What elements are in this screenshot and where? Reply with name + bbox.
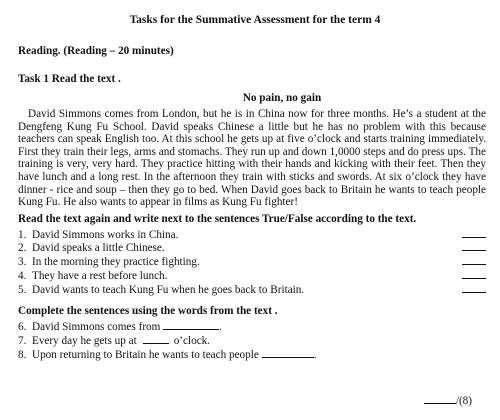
list-item bbox=[18, 241, 486, 255]
task1-heading: Task 1 Read the text . bbox=[18, 73, 121, 85]
statement-text: David Simmons works in China. bbox=[32, 228, 179, 241]
sentence-start: Upon returning to Britain he wants to teach people bbox=[32, 348, 259, 361]
list-item bbox=[18, 269, 486, 283]
statement-text: David wants to teach Kung Fu when he goes back to Britain. bbox=[32, 283, 305, 296]
list-item bbox=[18, 228, 486, 242]
item-number: 8. bbox=[18, 348, 27, 361]
item-number: 2. bbox=[18, 242, 27, 255]
answer-blank[interactable] bbox=[462, 241, 486, 251]
list-item bbox=[18, 283, 486, 297]
answer-blank[interactable] bbox=[462, 283, 486, 293]
reading-passage: David Simmons comes from London, but he is in China now for three months. He’s a student at the Dengfeng Kung Fu School. David speaks Chinese a little but he has no problem with this because teachers can speak English too. At this school he gets up at five o’clock and starts training immediately. First they train their legs, arms and stomachs. They run up and down 1,0000 steps and do press ups. The training is very, very hard. They practice hitting with their hands and kicking with their feet. Then they have lunch and a long rest. In the afternoon they train with sticks and swords. At six o’clock they have dinner - rice and soup – then they go to bed. When David goes back to Britain he wants to teach people Kung Fu. He also wants to appear in films as Kung Fu fighter! bbox=[18, 108, 486, 209]
item-number: 1. bbox=[18, 228, 27, 241]
sentence-end: o’clock. bbox=[173, 334, 211, 347]
answer-blank[interactable] bbox=[462, 228, 486, 238]
list-item bbox=[18, 255, 486, 269]
list-item bbox=[18, 348, 486, 362]
reading-heading: Reading. (Reading – 20 minutes) bbox=[18, 45, 174, 57]
fill-in-blank[interactable] bbox=[143, 334, 169, 344]
sentence-start: Every day he gets up at bbox=[32, 334, 137, 347]
statement-text: They have a rest before lunch. bbox=[32, 269, 168, 282]
sentence-end: . bbox=[313, 348, 317, 361]
item-number: 3. bbox=[18, 256, 27, 269]
score-blank[interactable] bbox=[424, 394, 456, 404]
answer-blank[interactable] bbox=[462, 269, 486, 279]
fill-in-blank[interactable] bbox=[163, 320, 219, 330]
true-false-list bbox=[18, 228, 486, 297]
list-item bbox=[18, 320, 486, 334]
statement-text: In the morning they practice fighting. bbox=[32, 256, 200, 269]
item-number: 5. bbox=[18, 283, 27, 296]
sentence-start: David Simmons comes from bbox=[32, 321, 161, 334]
item-number: 4. bbox=[18, 269, 27, 282]
page-title: Tasks for the Summative Assessment for the term 4 bbox=[129, 14, 381, 26]
statement-text: David speaks a little Chinese. bbox=[32, 242, 165, 255]
fill-in-blank[interactable] bbox=[262, 348, 314, 358]
item-number: 7. bbox=[18, 334, 27, 347]
story-title: No pain, no gain bbox=[242, 92, 322, 104]
complete-list bbox=[18, 320, 486, 361]
true-false-instruction: Read the text again and write next to the sentences True/False according to the text. bbox=[18, 212, 417, 225]
complete-instruction: Complete the sentences using the words from the text . bbox=[18, 305, 278, 318]
worksheet-page bbox=[0, 14, 500, 420]
answer-blank[interactable] bbox=[462, 255, 486, 265]
item-number: 6. bbox=[18, 321, 27, 334]
sentence-end: . bbox=[219, 321, 223, 334]
score-max: /(8) bbox=[455, 395, 472, 407]
list-item bbox=[18, 334, 486, 348]
